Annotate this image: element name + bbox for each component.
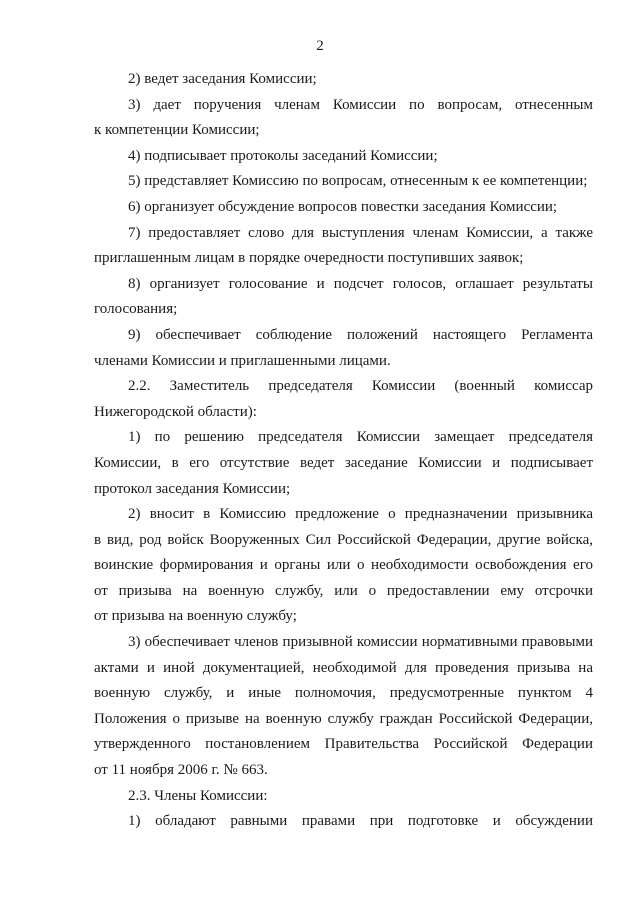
paragraph-line: актами и иной документацией, необходимой для проведения призыва на: [94, 659, 593, 676]
page-number: 2: [316, 38, 324, 54]
paragraph-line: Нижегородской области):: [94, 403, 257, 420]
paragraph-line: 6) организует обсуждение вопросов повестки заседания Комиссии;: [128, 198, 558, 215]
paragraph-line: воинские формирования и органы или о необходимости освобождения его: [94, 557, 593, 574]
paragraph-line: 3) дает поручения членам Комиссии по вопросам, отнесенным: [128, 96, 593, 113]
paragraph-line: 4) подписывает протоколы заседаний Комиссии;: [128, 147, 438, 164]
paragraph-line: в вид, род войск Вооруженных Сил Российской Федерации, другие войска,: [94, 531, 593, 548]
paragraph-line: членами Комиссии и приглашенными лицами.: [94, 352, 391, 369]
paragraph-line: приглашенным лицам в порядке очередности поступивших заявок;: [94, 250, 524, 267]
paragraph-line: 2) вносит в Комиссию предложение о предназначении призывника: [128, 506, 593, 523]
paragraph-line: 9) обеспечивает соблюдение положений настоящего Регламента: [128, 326, 593, 343]
paragraph-line: 2.2. Заместитель председателя Комиссии (военный комиссар: [128, 378, 593, 395]
paragraph-line: к компетенции Комиссии;: [94, 122, 260, 139]
paragraph-line: 5) представляет Комиссию по вопросам, отнесенным к ее компетенции;: [128, 173, 588, 190]
paragraph-line: военную службу, и иные полномочия, предусмотренные пунктом 4: [94, 685, 593, 702]
paragraph-line: Комиссии, в его отсутствие ведет заседание Комиссии и подписывает: [94, 454, 593, 471]
paragraph-line: протокол заседания Комиссии;: [94, 480, 291, 497]
paragraph-line: от призыва на военную службу;: [94, 608, 297, 625]
paragraph-line: голосования;: [94, 301, 178, 318]
paragraph-line: 7) предоставляет слово для выступления членам Комиссии, а также: [128, 224, 593, 241]
paragraph-line: 2) ведет заседания Комиссии;: [128, 71, 317, 87]
paragraph-line: Положения о призыве на военную службу граждан Российской Федерации,: [94, 710, 593, 727]
paragraph-line: 2.3. Члены Комиссии:: [128, 787, 268, 804]
paragraph-line: от 11 ноября 2006 г. № 663.: [94, 762, 268, 779]
paragraph-line: 1) по решению председателя Комиссии замещает председателя: [128, 429, 593, 446]
paragraph-line: 1) обладают равными правами при подготовке и обсуждении: [128, 813, 593, 830]
paragraph-line: от призыва на военную службу, или о предоставлении ему отсрочки: [94, 582, 593, 599]
paragraph-line: 3) обеспечивает членов призывной комиссии нормативными правовыми: [128, 634, 593, 651]
paragraph-line: утвержденного постановлением Правительства Российской Федерации: [94, 736, 593, 753]
document-body: [94, 67, 593, 835]
paragraph-line: 8) организует голосование и подсчет голосов, оглашает результаты: [128, 275, 593, 292]
